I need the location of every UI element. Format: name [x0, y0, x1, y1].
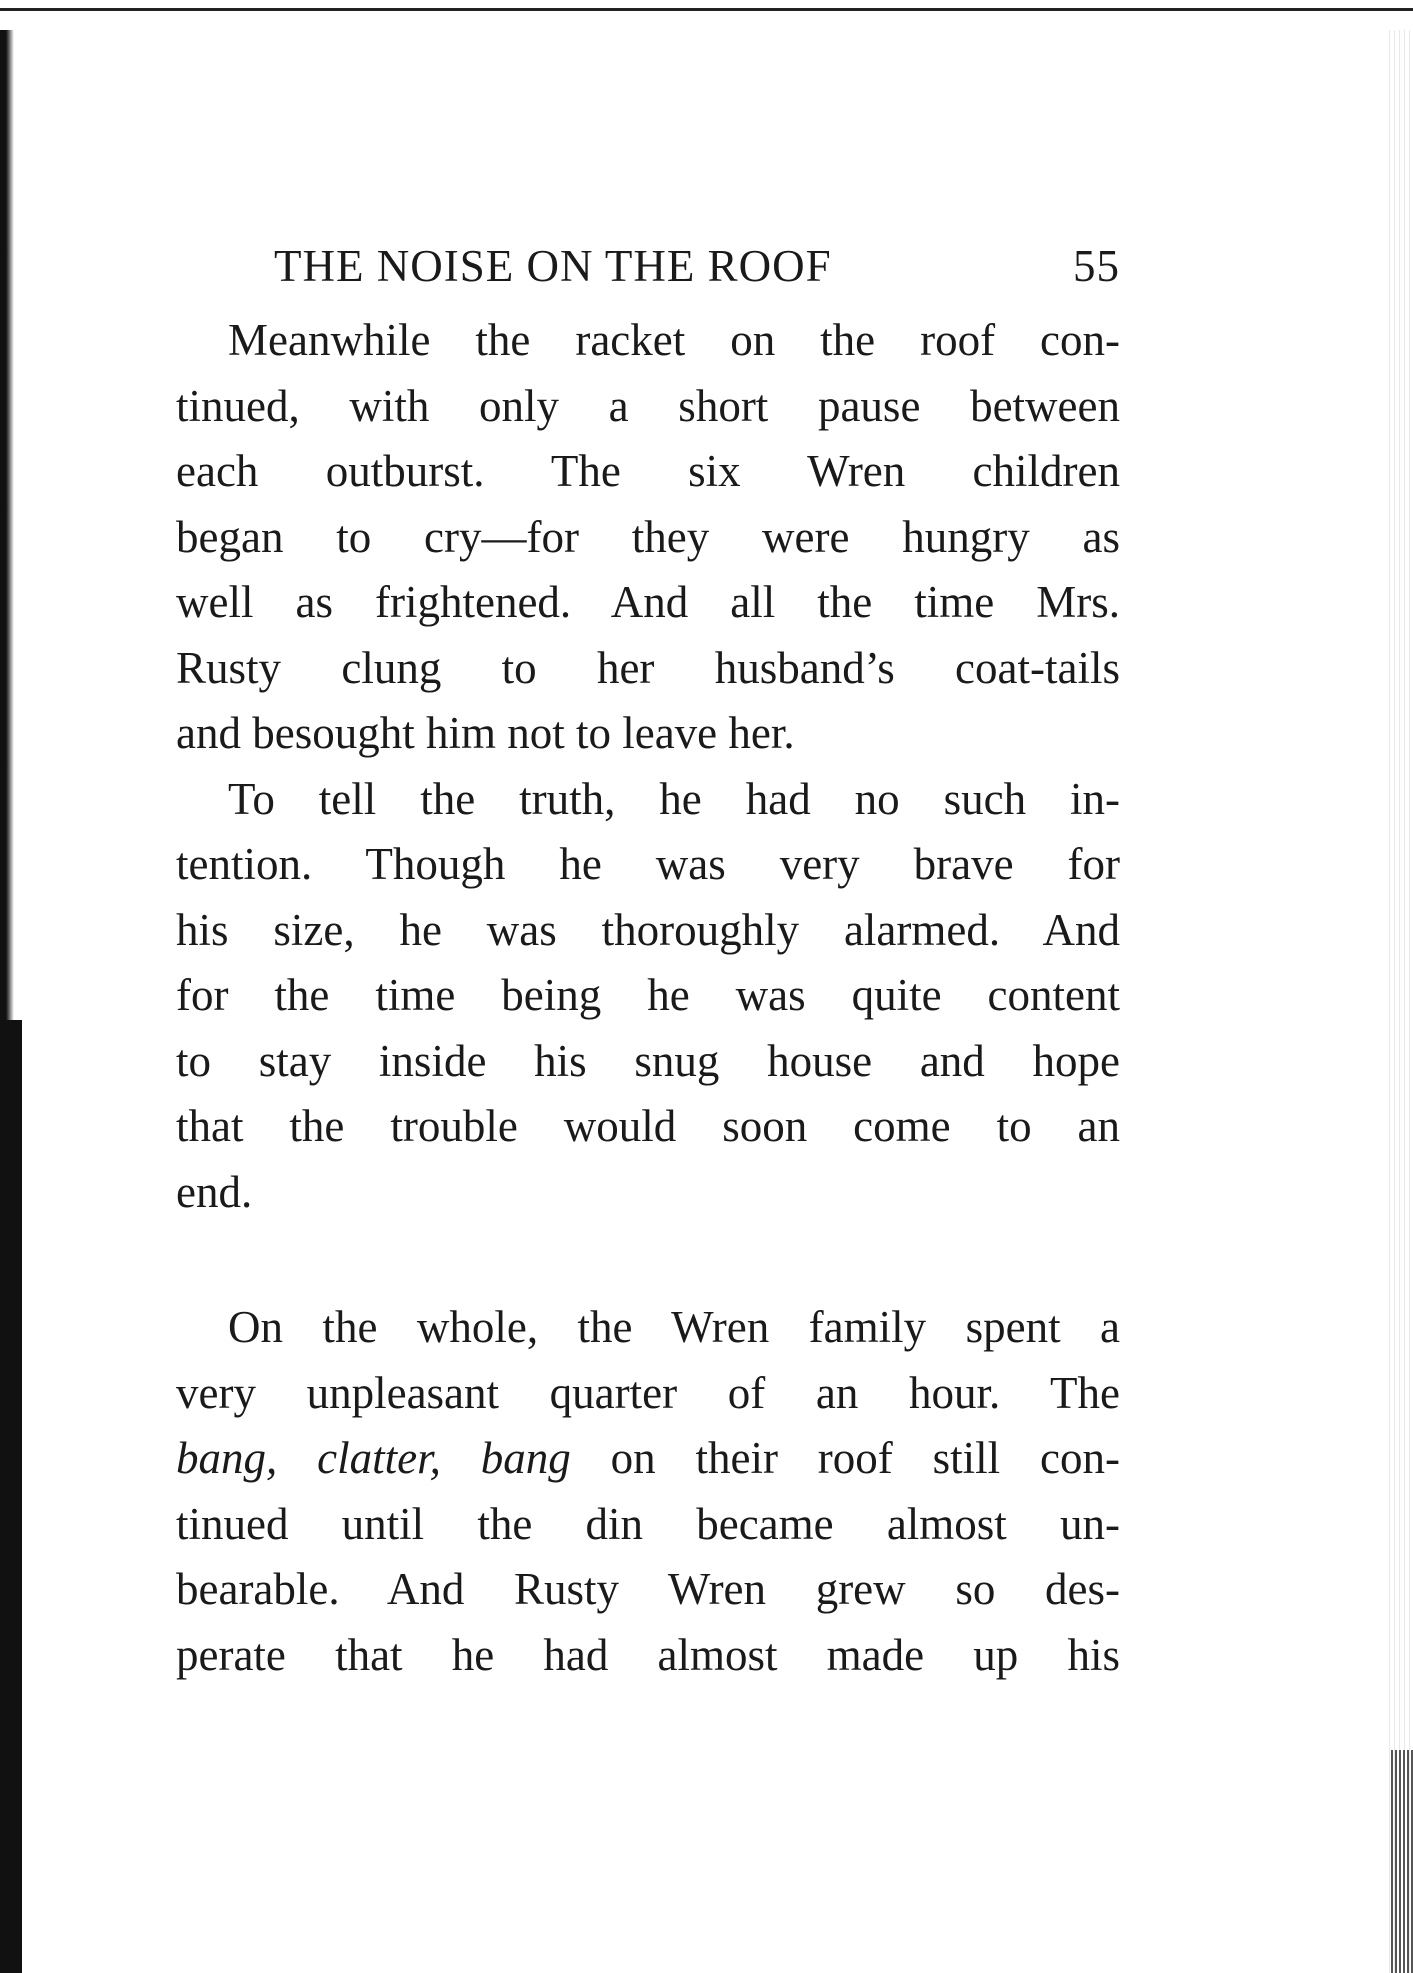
text-line: for the time being he was quite content: [176, 970, 1120, 1020]
scan-right-edge: [1385, 30, 1413, 1973]
text-line: tinued until the din became almost un-: [176, 1498, 1120, 1549]
book-page: [176, 236, 1120, 1688]
paragraph-2: [176, 767, 1120, 1226]
text-line: very unpleasant quarter of an hour. The: [176, 1367, 1120, 1418]
text-line-italic: [176, 1426, 1120, 1492]
running-head: [274, 236, 1120, 296]
text-line: tention. Though he was very brave for: [176, 839, 1120, 889]
text-line: his size, he was thoroughly alarmed. And: [176, 904, 1120, 955]
scan-left-edge-shadow: [0, 1020, 22, 1973]
text-line: Meanwhile the racket on the roof con-: [228, 315, 1120, 365]
text-line: well as frightened. And all the time Mrs.: [176, 577, 1120, 627]
page-number: 55: [1073, 241, 1120, 291]
scan-top-rule: [0, 8, 1413, 11]
italic-phrase: bang, clatter, bang: [176, 1433, 571, 1483]
text-line: that the trouble would soon come to an: [176, 1101, 1120, 1151]
text-line: and besought him not to leave her.: [176, 708, 795, 758]
text-line: began to cry—for they were hungry as: [176, 511, 1120, 562]
text-line: tinued, with only a short pause between: [176, 380, 1120, 431]
scan-right-edge-shadow: [1391, 1750, 1413, 1973]
text-line: perate that he had almost made up his: [176, 1629, 1120, 1680]
paragraph-1: [176, 308, 1120, 767]
text-line: To tell the truth, he had no such in-: [228, 773, 1120, 824]
section-break: [176, 1225, 1120, 1295]
text-line: Rusty clung to her husband’s coat-tails: [176, 642, 1120, 693]
text-line: On the whole, the Wren family spent a: [228, 1302, 1120, 1352]
chapter-title: THE NOISE ON THE ROOF: [274, 241, 832, 291]
text-line: bearable. And Rusty Wren grew so des-: [176, 1564, 1120, 1614]
text-line: to stay inside his snug house and hope: [176, 1035, 1120, 1086]
text-line: each outburst. The six Wren children: [176, 446, 1120, 496]
italic-line-rest: on their roof still con-: [570, 1433, 1121, 1483]
paragraph-3: [176, 1295, 1120, 1688]
text-line: end.: [176, 1166, 253, 1217]
